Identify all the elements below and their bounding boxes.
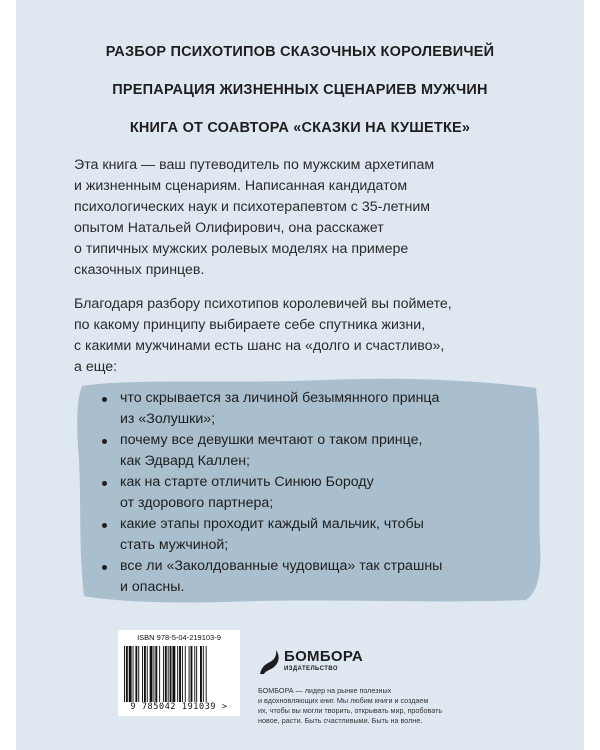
- barcode-bar: [150, 646, 153, 702]
- barcode-bar: [182, 646, 183, 702]
- publisher-subtitle: ИЗДАТЕЛЬСТВО: [284, 666, 338, 672]
- paragraph-line: а еще:: [74, 359, 118, 375]
- barcode-panel: [118, 630, 240, 716]
- isbn-label: ISBN 978-5-04-219103-9: [137, 633, 221, 642]
- description-paragraph-2: [74, 294, 534, 378]
- bombora-logo-icon: [258, 648, 280, 676]
- publisher-line: БОМБОРА — лидер на рынке полезных: [258, 686, 392, 695]
- barcode-bar: [155, 646, 157, 702]
- bullet-dot-icon: [102, 565, 107, 570]
- barcode-bar: [163, 646, 164, 702]
- list-item-line: из «Золушки»;: [120, 411, 216, 427]
- barcode-bar: [168, 646, 169, 702]
- barcode-bar: [203, 646, 204, 702]
- headline-2: ПРЕПАРАЦИЯ ЖИЗНЕННЫХ СЦЕНАРИЕВ МУЖЧИН: [112, 82, 488, 98]
- barcode-bar: [124, 646, 125, 702]
- barcode-bar: [142, 646, 143, 702]
- paragraph-line: сказочных принцев.: [74, 262, 205, 278]
- barcode-bar: [126, 646, 128, 702]
- list-item-line: какие этапы проходит каждый мальчик, чтобы: [120, 516, 424, 532]
- list-item-line: все ли «Заколдованные чудовища» так страшны: [120, 558, 443, 574]
- barcode-bar: [144, 646, 146, 702]
- barcode-bar: [196, 646, 197, 702]
- paragraph-line: Эта книга — ваш путеводитель по мужским архетипам: [74, 157, 435, 173]
- bullet-dot-icon: [102, 439, 107, 444]
- publisher-line: их, чтобы вы могли творить, открывать мир, пробовать: [258, 706, 443, 715]
- barcode-bar: [179, 646, 181, 702]
- list-item-line: как на старте отличить Синюю Бороду: [120, 474, 374, 490]
- barcode-bar: [177, 646, 178, 702]
- barcode-bar: [185, 646, 186, 702]
- barcode-bar: [191, 646, 193, 702]
- description-paragraph-1: [74, 155, 534, 281]
- publisher-name: БОМБОРА: [284, 648, 364, 665]
- barcode-bar: [170, 646, 172, 702]
- publisher-description: [258, 686, 448, 726]
- bullet-dot-icon: [102, 397, 107, 402]
- list-item-line: почему все девушки мечтают о таком принце,: [120, 432, 423, 448]
- headline-3: КНИГА ОТ СОАВТОРА «СКАЗКИ НА КУШЕТКЕ»: [129, 120, 471, 136]
- paragraph-line: о типичных мужских ролевых моделях на примере: [74, 241, 409, 257]
- barcode-bars: [124, 646, 234, 702]
- paragraph-line: Благодаря разбору психотипов королевичей вы поймете,: [74, 296, 452, 312]
- list-item-line: от здорового партнера;: [120, 495, 274, 511]
- list-item-line: стать мужчиной;: [120, 537, 229, 553]
- bullet-list: [86, 388, 506, 598]
- barcode-bar: [159, 646, 160, 702]
- list-item: [86, 514, 506, 556]
- paragraph-line: и жизненным сценариям. Написанная кандидатом: [74, 178, 408, 194]
- list-item: [86, 556, 506, 598]
- publisher-line: и вдохновляющих книг. Мы любим книги и создаем: [258, 696, 429, 705]
- barcode-bar: [200, 646, 202, 702]
- barcode-bar: [194, 646, 195, 702]
- publisher-line: новое, расти. Быть счастливыми. Быть на волне.: [258, 716, 423, 725]
- list-item-line: как Эдвард Каллен;: [120, 453, 250, 469]
- list-item: [86, 430, 506, 472]
- headline-1: РАЗБОР ПСИХОТИПОВ СКАЗОЧНЫХ КОРОЛЕВИЧЕЙ: [105, 44, 495, 60]
- list-item-line: что скрывается за личиной безымянного принца: [120, 390, 440, 406]
- barcode-bar: [206, 646, 207, 702]
- barcode-bar: [147, 646, 148, 702]
- list-item-line: и опасны.: [120, 579, 185, 595]
- paragraph-line: с какими мужчинами есть шанс на «долго и счастливо»,: [74, 338, 445, 354]
- bullet-dot-icon: [102, 523, 107, 528]
- barcode-bar: [189, 646, 190, 702]
- barcode-bar: [138, 646, 139, 702]
- bullet-dot-icon: [102, 481, 107, 486]
- barcode-number: 9 785042 191039 >: [130, 702, 228, 712]
- list-item: [86, 388, 506, 430]
- paragraph-line: психологических наук и психотерапевтом с 35-летним: [74, 199, 431, 215]
- list-item: [86, 472, 506, 514]
- paragraph-line: по какому принципу выбираете себе спутника жизни,: [74, 317, 426, 333]
- barcode-bar: [172, 646, 175, 702]
- paragraph-line: опытом Натальей Олифирович, она расскажет: [74, 220, 384, 236]
- barcode-bar: [165, 646, 167, 702]
- barcode-bar: [129, 646, 132, 702]
- barcode-bar: [133, 646, 134, 702]
- barcode-bar: [135, 646, 137, 702]
- barcode-bar: [153, 646, 154, 702]
